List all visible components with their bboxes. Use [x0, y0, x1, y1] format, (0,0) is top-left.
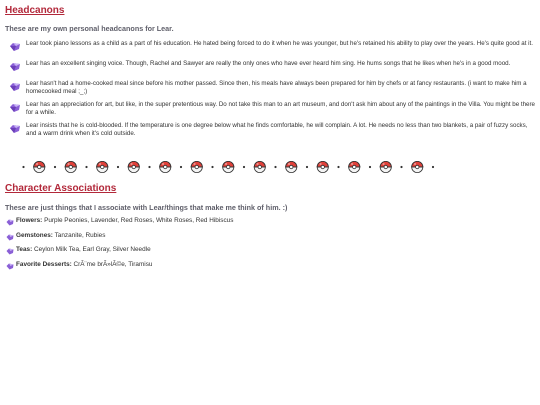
divider-dot	[432, 166, 434, 168]
divider-dot	[85, 166, 87, 168]
pokeball-icon	[380, 161, 391, 172]
small-purple-gem-icon	[6, 248, 14, 255]
list-item	[5, 80, 535, 95]
headcanon-text: Lear took piano lessons as a child as a part of his education. He hated being forced to do it when he was younger, but he's retained his ability to play over the years. He's quite good at it.	[26, 40, 533, 47]
list-item	[5, 40, 535, 54]
headcanon-text: Lear hasn't had a home-cooked meal since before his mother passed. Since then, his meals have always been prepared for him by chefs or at fancy restaurants. (i want to make him a homecooked meal ;_;)	[26, 80, 527, 95]
gemstones-value: Tanzanite, Rubies	[54, 231, 106, 239]
purple-gem-icon	[9, 82, 21, 92]
pokeball-icon	[160, 161, 171, 172]
list-item	[5, 232, 233, 247]
pokeball-divider	[22, 159, 452, 175]
list-item	[5, 246, 233, 261]
flowers-value: Purple Peonies, Lavender, Red Roses, White Roses, Red Hibiscus	[44, 217, 234, 224]
headcanon-text: Lear has an excellent singing voice. Though, Rachel and Sawyer are really the only ones who have ever heard him sing. He hums songs that he likes when he's in a good mood.	[26, 60, 511, 67]
pokeball-icon	[412, 161, 423, 172]
divider-dot	[54, 166, 56, 168]
associations-intro: These are just things that I associate with Lear/things that make me think of him. :)	[5, 203, 288, 212]
headcanon-text: Lear insists that he is cold-blooded. If the temperature is one degree below what he finds comfortable, he will complain. A lot. He needs no less than two blankets, a pair of fuzzy socks, and a warm drink when it's cold outside.	[26, 122, 528, 137]
divider-dot	[180, 166, 182, 168]
headcanons-intro: These are my own personal headcanons for Lear.	[5, 24, 174, 33]
divider-dot	[274, 166, 276, 168]
pokeball-icon	[317, 161, 328, 172]
associations-list	[5, 217, 233, 275]
divider-dot	[211, 166, 213, 168]
divider-dot	[117, 166, 119, 168]
small-purple-gem-icon	[6, 234, 14, 241]
associations-title: Character Associations	[5, 183, 117, 194]
purple-gem-icon	[9, 62, 21, 72]
pokeball-icon	[191, 161, 202, 172]
divider-dot	[306, 166, 308, 168]
headcanons-title: Headcanons	[5, 5, 65, 16]
teas-label: Teas:	[16, 246, 33, 253]
pokeball-icon	[223, 161, 234, 172]
pokeball-icon	[254, 161, 265, 172]
pokeball-icon	[286, 161, 297, 172]
divider-dot	[22, 166, 24, 168]
divider-dot	[369, 166, 371, 168]
desserts-label: Favorite Desserts:	[16, 260, 72, 268]
headcanon-text: Lear has an appreciation for art, but like, in the super pretentious way. Do not take this man to an art museum, and don't ask him about any of the paintings in the Villa. You might be there for a while.	[26, 101, 535, 116]
list-item	[5, 217, 233, 232]
divider-dot	[400, 166, 402, 168]
pokeball-icon	[34, 161, 45, 172]
list-item	[5, 101, 535, 116]
purple-gem-icon	[9, 124, 21, 134]
pokeball-icon	[65, 161, 76, 172]
teas-value: Ceylon Milk Tea, Earl Gray, Silver Needle	[34, 246, 151, 253]
list-item	[5, 261, 233, 276]
gemstones-label: Gemstones:	[16, 231, 53, 239]
pokeball-icon	[349, 161, 360, 172]
divider-dot	[243, 166, 245, 168]
small-purple-gem-icon	[6, 263, 14, 270]
flowers-label: Flowers:	[16, 217, 43, 224]
headcanons-list	[5, 40, 535, 143]
list-item	[5, 122, 535, 137]
small-purple-gem-icon	[6, 219, 14, 226]
divider-dot	[337, 166, 339, 168]
desserts-value: CrÃ¨me brÃ»lÃ©e, Tiramisu	[73, 260, 153, 268]
pokeball-icon	[128, 161, 139, 172]
list-item	[5, 60, 535, 74]
divider-dot	[148, 166, 150, 168]
purple-gem-icon	[9, 42, 21, 52]
purple-gem-icon	[9, 103, 21, 113]
pokeball-icon	[97, 161, 108, 172]
